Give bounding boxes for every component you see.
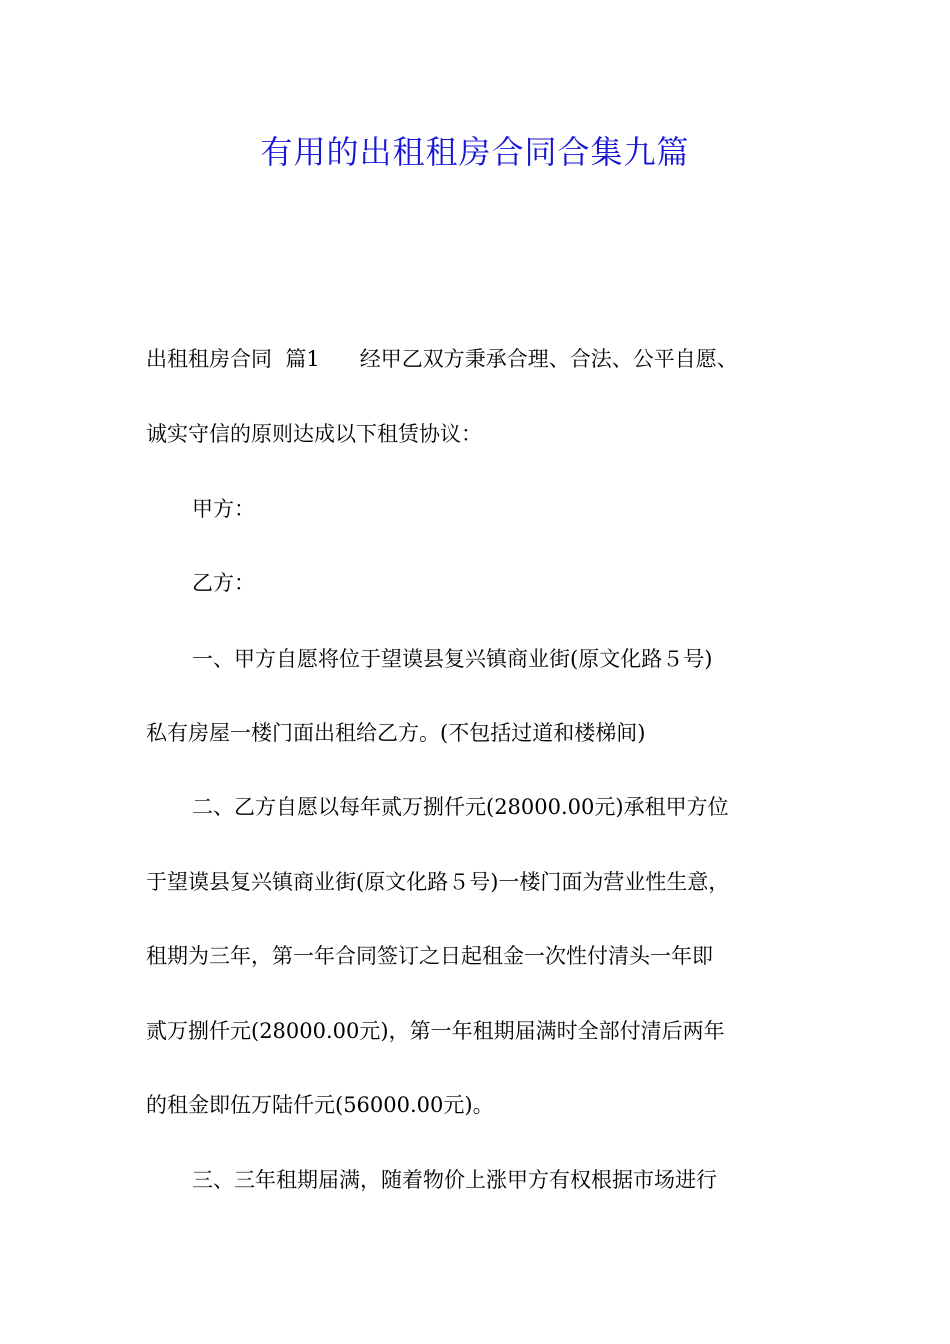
party-b-label: 乙方： — [192, 571, 255, 595]
paragraph-line-2: 诚实守信的原则达成以下租赁协议： — [146, 422, 482, 446]
clause-2-line-2: 于望谟县复兴镇商业街(原文化路５号)一楼门面为营业性生意， — [146, 870, 730, 894]
party-a-label: 甲方： — [192, 497, 255, 521]
clause-2-line-1: 二、乙方自愿以每年贰万捌仟元(28000.00元)承租甲方位 — [192, 795, 729, 819]
clause-3-line-1: 三、三年租期届满，随着物价上涨甲方有权根据市场进行 — [192, 1168, 717, 1192]
clause-1-line-2: 私有房屋一楼门面出租给乙方。(不包括过道和楼梯间) — [146, 721, 646, 745]
clause-1-line-1: 一、甲方自愿将位于望谟县复兴镇商业街(原文化路５号) — [192, 647, 713, 671]
clause-2-line-4: 贰万捌仟元(28000.00元)，第一年租期届满时全部付清后两年 — [146, 1019, 725, 1043]
clause-2-line-5: 的租金即伍万陆仟元(56000.00元)。 — [146, 1093, 494, 1117]
document-title: 有用的出租租房合同合集九篇 — [260, 133, 690, 171]
clause-2-line-3: 租期为三年，第一年合同签订之日起租金一次性付清头一年即 — [146, 944, 713, 968]
paragraph-line-1: 出租租房合同 篇1 经甲乙双方秉承合理、合法、公平自愿、 — [146, 347, 738, 371]
